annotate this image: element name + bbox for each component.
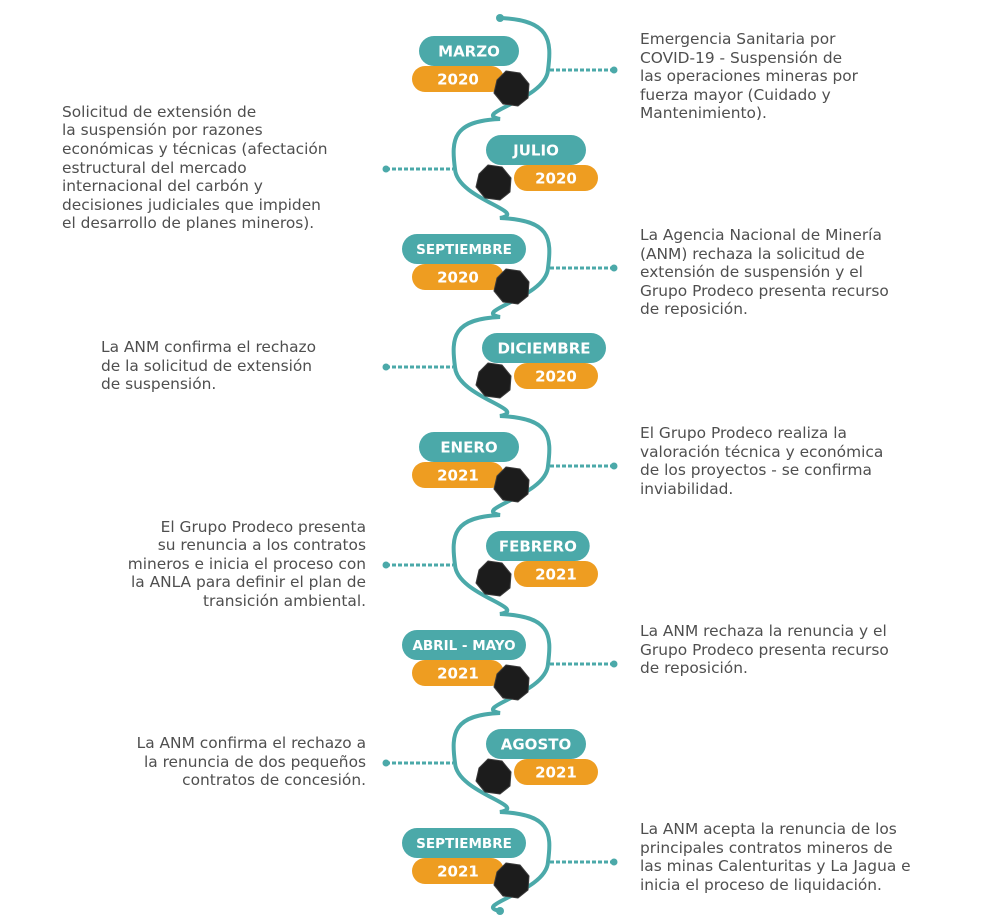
- event-description-line: la ANLA para definir el plan de: [130, 573, 366, 592]
- event-description-line: El Grupo Prodeco presenta: [160, 517, 366, 536]
- month-pill-0-label: MARZO: [438, 42, 500, 61]
- event-description-line: Solicitud de extensión de: [62, 102, 257, 121]
- month-pill-3-label: DICIEMBRE: [497, 339, 591, 358]
- coal-icon-1: [476, 165, 511, 200]
- month-pill-8-label: SEPTIEMBRE: [416, 835, 512, 852]
- event-description-line: el desarrollo de planes mineros).: [62, 214, 315, 233]
- event-description-line: extensión de suspensión y el: [640, 263, 863, 282]
- timeline-start-dot: [496, 14, 504, 22]
- event-description-line: La Agencia Nacional de Minería: [640, 226, 882, 244]
- connector-dot-1: [383, 166, 390, 173]
- event-description-line: las operaciones mineras por: [640, 67, 858, 86]
- month-pill-3: [482, 333, 606, 363]
- event-description-line: La ANM acepta la renuncia de los: [640, 820, 897, 838]
- year-pill-8-label: 2021: [437, 862, 479, 881]
- coal-icon-7: [476, 759, 511, 794]
- event-description-line: El Grupo Prodeco realiza la: [640, 424, 847, 442]
- event-description-line: de los proyectos - se confirma: [640, 461, 872, 480]
- event-description-1: [62, 103, 328, 233]
- event-description-line: COVID-19 - Suspensión de: [640, 48, 843, 67]
- event-description-2: [640, 226, 889, 319]
- year-pill-2: [412, 264, 504, 290]
- connector-dot-5: [383, 562, 390, 569]
- connector-dot-4: [611, 463, 618, 470]
- month-pill-5-label: FEBRERO: [498, 537, 577, 556]
- year-pill-6-label: 2021: [437, 664, 479, 683]
- event-description-line: principales contratos mineros de: [640, 838, 893, 857]
- month-pill-1: [486, 135, 586, 165]
- month-pill-7: [486, 729, 586, 759]
- year-pill-0: [412, 66, 504, 92]
- event-description-line: económicas y técnicas (afectación: [62, 140, 328, 159]
- event-description-line: las minas Calenturitas y La Jagua e: [640, 857, 911, 876]
- event-description-line: La ANM rechaza la renuncia y el: [640, 622, 887, 640]
- event-description-line: inicia el proceso de liquidación.: [640, 875, 882, 894]
- event-description-line: mineros e inicia el proceso con: [127, 554, 366, 573]
- month-pill-4-label: ENERO: [440, 438, 498, 457]
- connector-dot-3: [383, 364, 390, 371]
- month-pill-6: [402, 630, 526, 660]
- year-pill-5-label: 2021: [535, 565, 577, 584]
- month-pill-2-label: SEPTIEMBRE: [416, 241, 512, 258]
- month-pill-1-label: JULIO: [513, 141, 559, 160]
- event-description-line: inviabilidad.: [640, 479, 734, 498]
- coal-icon-5: [476, 561, 511, 596]
- connector-dot-0: [611, 67, 618, 74]
- coal-icon-3: [476, 363, 511, 398]
- connector-dot-6: [611, 661, 618, 668]
- event-description-4: [640, 424, 883, 498]
- year-pill-6: [412, 660, 504, 686]
- event-description-line: Grupo Prodeco presenta recurso: [640, 640, 889, 659]
- event-description-5: [128, 518, 366, 611]
- year-pill-1: [514, 165, 598, 191]
- year-pill-3: [514, 363, 598, 389]
- month-pill-5: [486, 531, 590, 561]
- year-pill-0-label: 2020: [437, 70, 479, 89]
- month-pill-2: [402, 234, 526, 264]
- event-description-line: La ANM confirma el rechazo a: [136, 734, 366, 753]
- event-description-8: [640, 820, 911, 894]
- event-description-line: La ANM confirma el rechazo: [101, 338, 317, 357]
- year-pill-7-label: 2021: [535, 763, 577, 782]
- event-description-line: la suspensión por razones: [62, 121, 263, 140]
- event-description-line: internacional del carbón y: [62, 177, 263, 196]
- year-pill-7: [514, 759, 598, 785]
- year-pill-2-label: 2020: [437, 268, 479, 287]
- event-description-line: decisiones judiciales que impiden: [62, 195, 321, 214]
- connector-dot-8: [611, 859, 618, 866]
- event-description-line: Grupo Prodeco presenta recurso: [640, 281, 889, 300]
- event-description-line: Emergencia Sanitaria por: [640, 30, 836, 48]
- year-pill-3-label: 2020: [535, 367, 577, 386]
- event-description-line: de la solicitud de extensión: [101, 356, 313, 375]
- year-pill-1-label: 2020: [535, 169, 577, 188]
- event-description-line: (ANM) rechaza la solicitud de: [640, 244, 865, 263]
- event-description-line: fuerza mayor (Cuidado y: [640, 85, 831, 104]
- month-pill-4: [419, 432, 519, 462]
- event-description-0: [640, 30, 858, 123]
- event-description-line: de reposición.: [640, 300, 748, 319]
- event-description-line: de suspensión.: [101, 375, 217, 394]
- event-description-line: contratos de concesión.: [182, 771, 366, 790]
- year-pill-4: [412, 462, 504, 488]
- timeline-end-dot: [496, 907, 504, 915]
- year-pill-5: [514, 561, 598, 587]
- event-description-line: Mantenimiento).: [640, 104, 767, 123]
- year-pill-4-label: 2021: [437, 466, 479, 485]
- month-pill-0: [419, 36, 519, 66]
- event-description-3: [101, 338, 316, 394]
- connector-dot-2: [611, 265, 618, 272]
- event-description-line: la renuncia de dos pequeños: [143, 752, 366, 771]
- month-pill-7-label: AGOSTO: [500, 735, 572, 754]
- year-pill-8: [412, 858, 504, 884]
- event-description-line: transición ambiental.: [203, 591, 366, 610]
- event-description-line: su renuncia a los contratos: [157, 536, 366, 555]
- connector-dot-7: [383, 760, 390, 767]
- month-pill-8: [402, 828, 526, 858]
- event-description-line: de reposición.: [640, 659, 748, 678]
- event-description-line: estructural del mercado: [62, 158, 247, 177]
- event-description-line: valoración técnica y económica: [640, 442, 884, 461]
- event-description-6: [640, 622, 889, 678]
- event-description-7: [137, 734, 366, 790]
- month-pill-6-label: ABRIL - MAYO: [412, 637, 516, 654]
